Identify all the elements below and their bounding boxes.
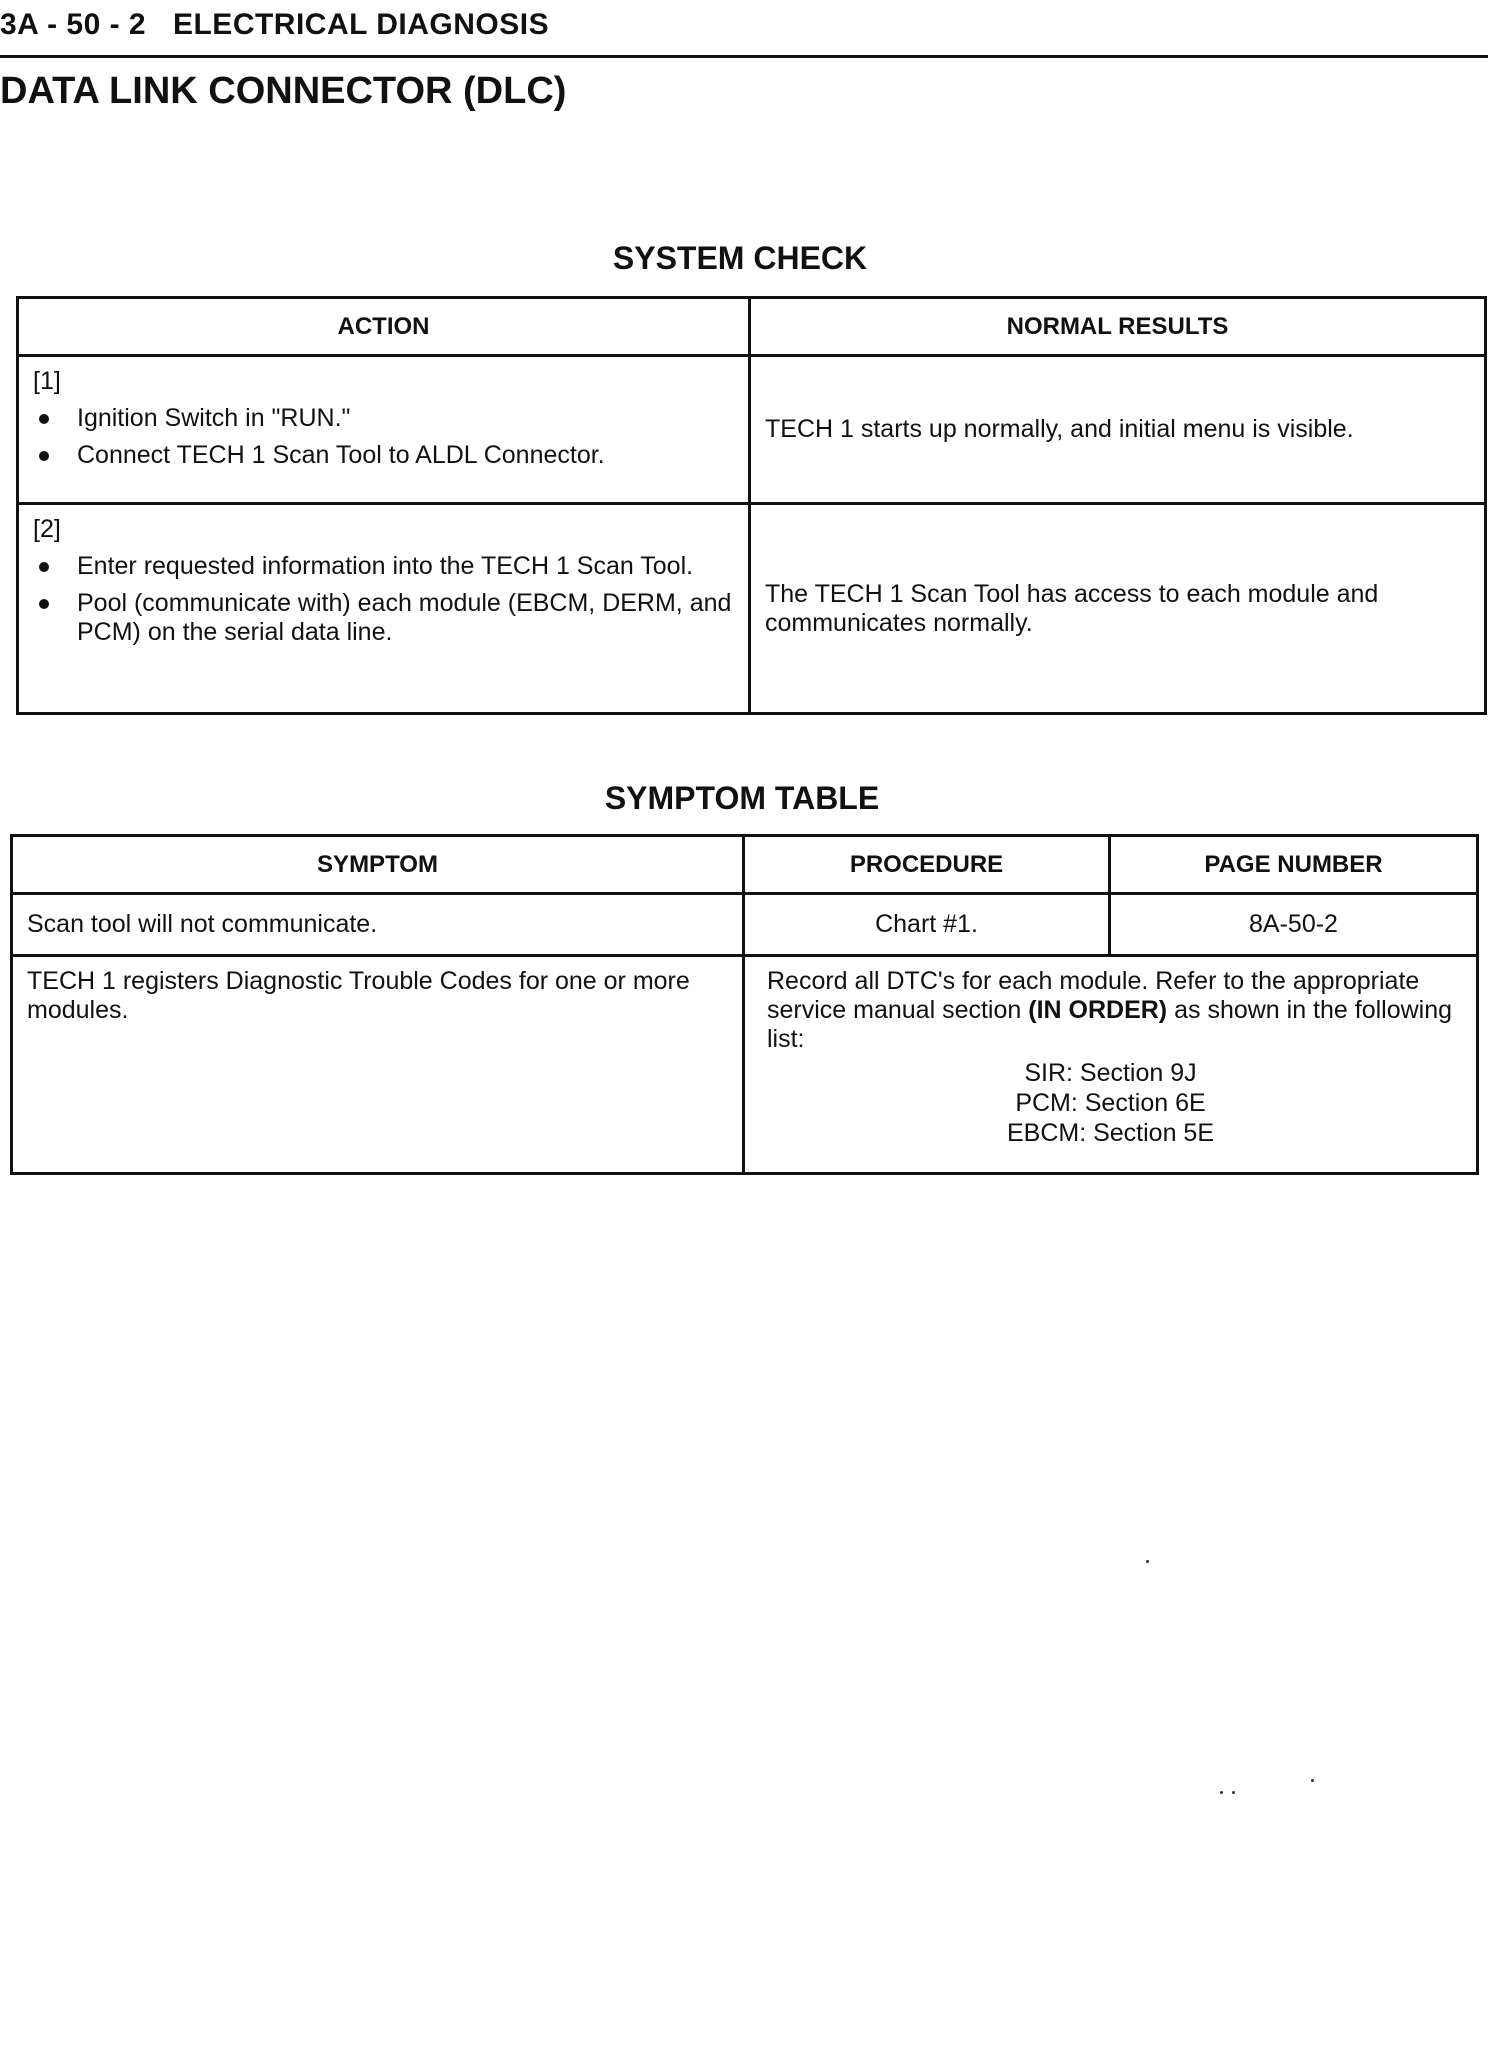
system-check-table [16,296,1487,715]
procedure-intro: Record all DTC's for each module. Refer to the appropriate service manual section [767,967,1420,1024]
system-check-title: SYSTEM CHECK [612,240,868,276]
result-cell: TECH 1 starts up normally, and initial menu is visible. [750,356,1486,504]
table-row [12,894,1478,956]
section-list [767,1058,1454,1148]
scan-speck [1311,1779,1314,1782]
header-divider [0,55,1488,58]
table-row [12,956,1478,1174]
action-list [33,552,734,647]
list-item: Pool (communicate with) each module (EBCM, DERM, and PCM) on the serial data line. [33,589,734,647]
list-item: Enter requested information into the TECH 1 Scan Tool. [33,552,734,581]
symptom-table [10,834,1479,1175]
chapter-title: ELECTRICAL DIAGNOSIS [172,8,550,41]
table-row [18,356,1486,504]
column-header-procedure: PROCEDURE [744,836,1110,894]
procedure-emphasis: (IN ORDER) [1028,996,1168,1024]
procedure-cell [744,956,1478,1174]
table-row [18,504,1486,714]
column-header-action: ACTION [18,298,750,356]
scan-speck [1146,1560,1149,1563]
procedure-cell: Chart #1. [744,894,1110,956]
procedure-outro: as shown in the following list: [767,996,1453,1053]
list-item: Connect TECH 1 Scan Tool to ALDL Connector. [33,441,734,470]
symptom-table-title: SYMPTOM TABLE [604,780,880,816]
list-item: SIR: Section 9J [1024,1059,1197,1087]
section-title: DATA LINK CONNECTOR (DLC) [0,70,567,112]
column-header-symptom: SYMPTOM [12,836,744,894]
action-cell [18,504,750,714]
page-header [0,8,549,42]
action-cell [18,356,750,504]
scan-speck [1232,1791,1235,1794]
step-number: [2] [33,515,61,543]
page-reference: 3A - 50 - 2 [0,8,147,41]
list-item: PCM: Section 6E [1015,1089,1206,1117]
step-number: [1] [33,367,61,395]
page-number-cell: 8A-50-2 [1110,894,1478,956]
symptom-cell: Scan tool will not communicate. [12,894,744,956]
scan-speck [1220,1791,1223,1794]
symptom-header-row [12,836,1478,894]
system-check-header-row [18,298,1486,356]
column-header-normal-results: NORMAL RESULTS [750,298,1486,356]
list-item: EBCM: Section 5E [1006,1119,1215,1147]
list-item: Ignition Switch in "RUN." [33,404,734,433]
procedure-text [767,967,1454,1054]
action-list [33,404,734,470]
column-header-page-number: PAGE NUMBER [1110,836,1478,894]
symptom-cell: TECH 1 registers Diagnostic Trouble Codes for one or more modules. [12,956,744,1174]
result-cell: The TECH 1 Scan Tool has access to each module and communicates normally. [750,504,1486,714]
